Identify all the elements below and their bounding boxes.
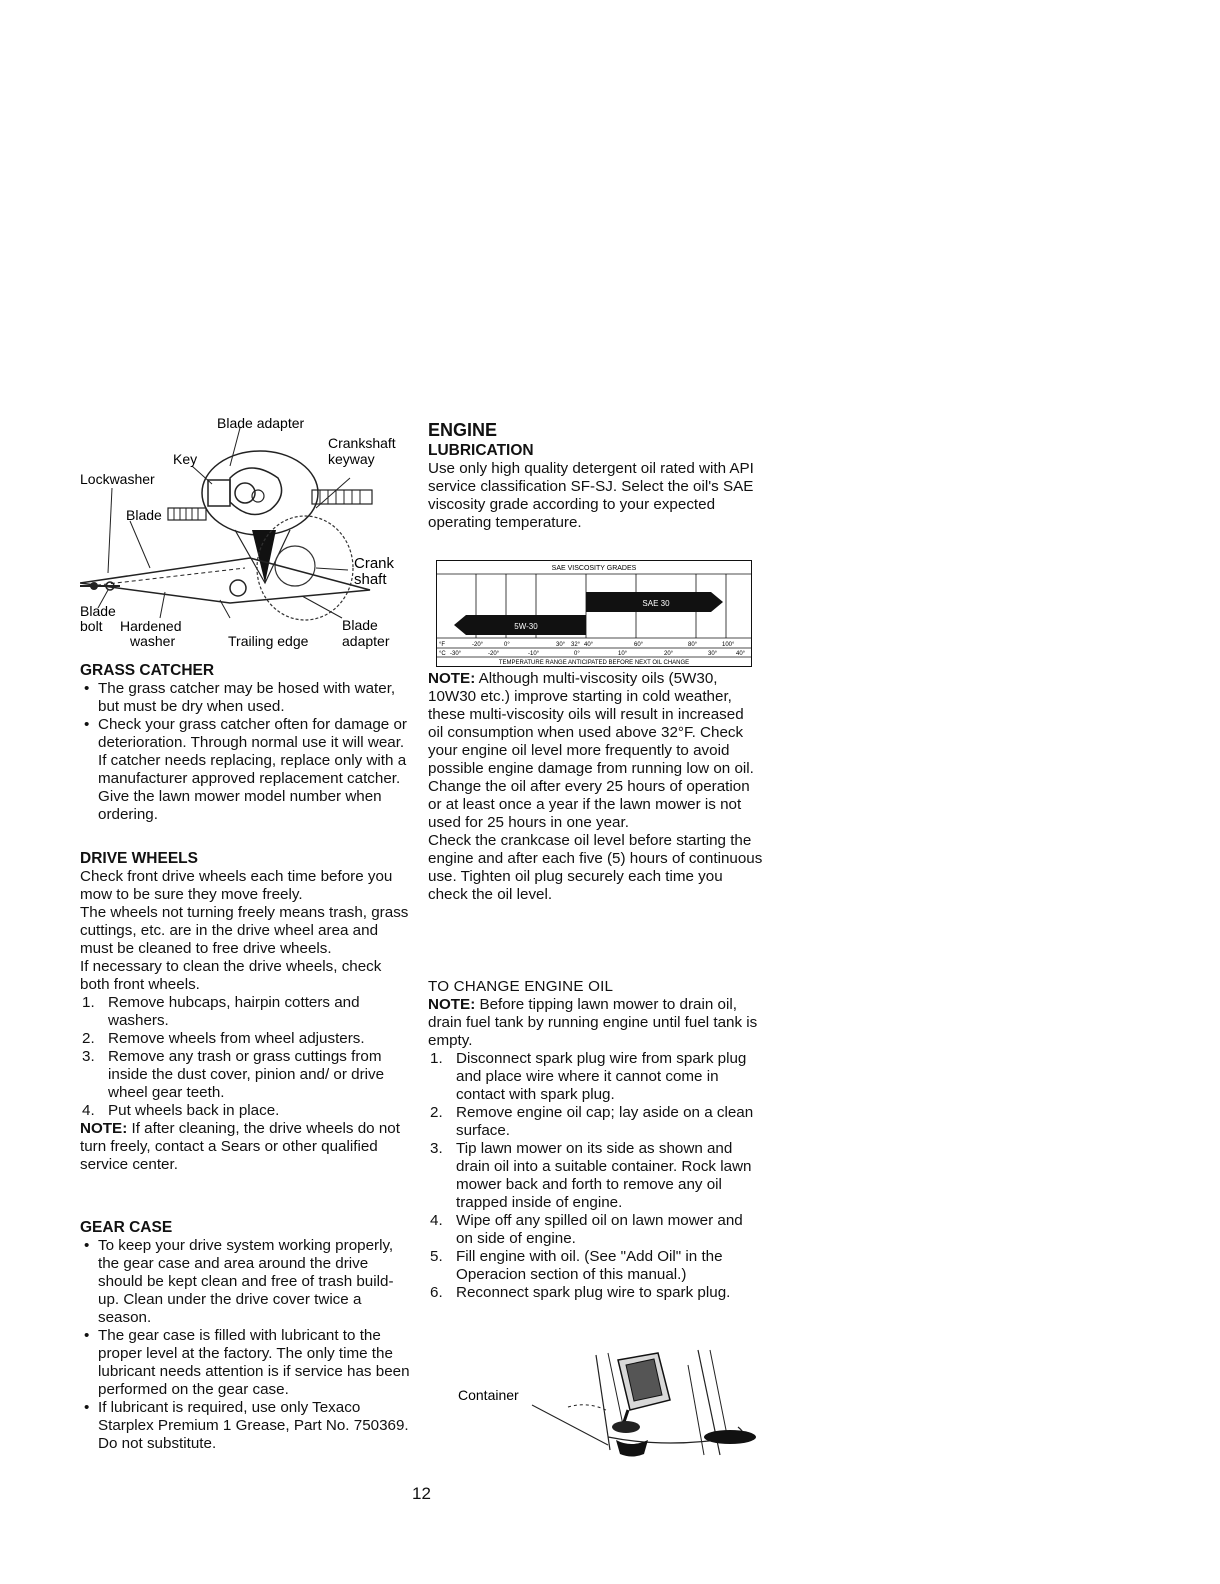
list-item: 4. Wipe off any spilled oil on lawn mower and on side of engine. [430, 1212, 743, 1247]
change-oil-section [428, 978, 763, 1302]
f-tick: 80° [688, 642, 698, 648]
drive-wheels-para3: If necessary to clean the drive wheels, check both front wheels. [80, 958, 382, 993]
blade-assembly-diagram [80, 418, 420, 663]
engine-section [428, 419, 763, 532]
drive-wheels-para2: The wheels not turning freely means trash, grass cuttings, etc. are in the drive wheel area and must be cleaned to free drive wheels. [80, 904, 409, 957]
label-hardened-2: washer [130, 633, 176, 649]
label-blade-bolt-2: bolt [80, 618, 103, 634]
drive-wheels-para1: Check front drive wheels each time before you mow to be sure they move freely. [80, 868, 393, 903]
c-label: °C [439, 651, 446, 657]
drive-wheels-heading: DRIVE WHEELS [80, 850, 198, 867]
label-crankshaft-2: keyway [328, 451, 375, 467]
change-oil-heading: TO CHANGE ENGINE OIL [428, 978, 614, 995]
gear-case-section [80, 1218, 410, 1453]
drive-wheels-section [80, 849, 410, 1174]
label-blade-adapter-b1: Blade [342, 617, 378, 633]
list-item: 1. Disconnect spark plug wire from spark plug and place wire where it cannot come in contact with spark plug. [430, 1050, 747, 1103]
f-tick: 30° [556, 642, 566, 648]
list-item: • The grass catcher may be hosed with water, but must be dry when used. [80, 680, 410, 716]
c-tick: 30° [708, 651, 718, 657]
engine-note1: NOTE: Although multi-viscosity oils (5W30, 10W30 etc.) improve starting in cold weather, these multi-viscosity oils will result in increased oil consumption when used above 32°F. Check your engine oil level more frequently to avoid possible engine damage from running low on oil. [428, 670, 754, 777]
c-tick: -10° [528, 651, 540, 657]
c-tick: 40° [736, 651, 746, 657]
sae-bar-5w30: 5W-30 [514, 622, 538, 631]
engine-para3: Check the crankcase oil level before starting the engine and after each five (5) hours of continuous use. Tighten oil plug securely each time you check the oil level. [428, 832, 763, 903]
sae-bar-sae30: SAE 30 [642, 599, 670, 608]
label-trailing-edge: Trailing edge [228, 633, 309, 649]
f-tick: 32° [571, 642, 581, 648]
c-tick: 20° [664, 651, 674, 657]
list-item: 2. Remove wheels from wheel adjusters. [82, 1030, 365, 1047]
list-item: 5. Fill engine with oil. (See "Add Oil" in the Operacion section of this manual.) [430, 1248, 723, 1283]
engine-notes-section [428, 670, 763, 904]
sae-viscosity-chart [436, 560, 752, 668]
label-crank-1: Crank [354, 555, 395, 572]
list-item: 2. Remove engine oil cap; lay aside on a clean surface. [430, 1104, 754, 1139]
list-item: 3. Remove any trash or grass cuttings from inside the dust cover, pinion and/ or drive wheel gear teeth. [82, 1048, 385, 1101]
label-key: Key [173, 451, 198, 467]
sae-chart-footer: TEMPERATURE RANGE ANTICIPATED BEFORE NEXT OIL CHANGE [498, 660, 690, 666]
c-tick: 10° [618, 651, 628, 657]
lubrication-para: Use only high quality detergent oil rated with API service classification SF-SJ. Select the oil's SAE viscosity grade according to your expected operating temperature. [428, 460, 754, 531]
sae-chart-title: SAE VISCOSITY GRADES [551, 565, 637, 572]
list-item: • The gear case is filled with lubricant to the proper level at the factory. The only time the lubricant needs attention is if service has been performed on the gear case. [80, 1327, 410, 1399]
label-blade-bolt-1: Blade [80, 603, 116, 619]
grass-catcher-list [80, 680, 410, 824]
label-crank-2: shaft [354, 571, 387, 588]
label-blade-adapter-b2: adapter [342, 633, 390, 649]
list-item: 1. Remove hubcaps, hairpin cotters and washers. [82, 994, 360, 1029]
engine-heading: ENGINE [428, 420, 498, 440]
c-tick: -20° [488, 651, 500, 657]
list-item: • Check your grass catcher often for damage or deterioration. Through normal use it will wear. If catcher needs replacing, replace only with a manufacturer approved replacement catcher. Give the lawn mower model number when ordering. [80, 716, 410, 824]
list-item: • If lubricant is required, use only Texaco Starplex Premium 1 Grease, Part No. 750369. Do not substitute. [80, 1399, 410, 1453]
label-blade: Blade [126, 507, 162, 523]
f-tick: -20° [472, 642, 484, 648]
f-label: °F [439, 642, 446, 648]
list-item: 6. Reconnect spark plug wire to spark plug. [430, 1284, 731, 1301]
label-crankshaft-1: Crankshaft [328, 435, 396, 451]
grass-catcher-heading: GRASS CATCHER [80, 662, 215, 679]
gear-case-list [80, 1237, 410, 1453]
f-tick: 60° [634, 642, 644, 648]
lubrication-heading: LUBRICATION [428, 442, 534, 459]
engine-para2: Change the oil after every 25 hours of operation or at least once a year if the lawn mower is not used for 25 hours in one year. [428, 778, 750, 831]
change-oil-note: NOTE: Before tipping lawn mower to drain oil, drain fuel tank by running engine until fuel tank is empty. [428, 996, 758, 1049]
f-tick: 0° [504, 642, 510, 648]
list-item: 3. Tip lawn mower on its side as shown and drain oil into a suitable container. Rock lawn mower back and forth to remove any oil trapped inside of engine. [430, 1140, 752, 1211]
label-blade-adapter-top: Blade adapter [217, 418, 305, 431]
drive-wheels-steps [80, 994, 410, 1120]
list-item: • To keep your drive system working properly, the gear case and area around the drive should be kept clean and free of trash build-up. Clean under the drive cover twice a season. [80, 1237, 410, 1327]
f-tick: 100° [722, 642, 735, 648]
page-number: 12 [412, 1484, 431, 1503]
c-tick: 0° [574, 651, 580, 657]
gear-case-heading: GEAR CASE [80, 1219, 173, 1236]
drive-wheels-note: NOTE: If after cleaning, the drive wheels do not turn freely, contact a Sears or other qualified service center. [80, 1120, 400, 1173]
label-lockwasher: Lockwasher [80, 471, 155, 487]
oil-container-diagram [458, 1345, 778, 1475]
list-item: 4. Put wheels back in place. [82, 1102, 280, 1119]
c-tick: -30° [450, 651, 462, 657]
change-oil-steps [428, 1050, 763, 1302]
label-hardened-1: Hardened [120, 618, 182, 634]
container-label: Container [458, 1387, 519, 1403]
f-tick: 40° [584, 642, 594, 648]
grass-catcher-section [80, 661, 410, 824]
